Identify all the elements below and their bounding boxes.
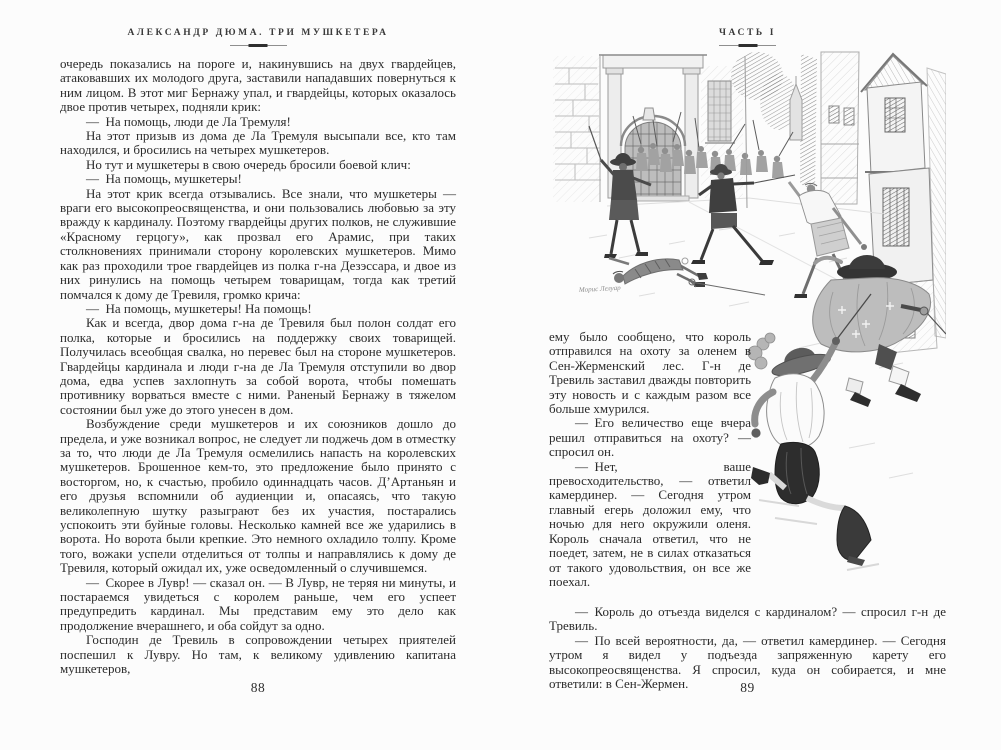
page-number-right: 89 [740, 680, 755, 695]
paragraph: Возбуждение среди мушкетеров и их союзников дошло до предела, и уже возникал вопрос, не следует ли поджечь дом в отместку за то, что люди де Ла Тремуля осмелились напасть на королевских мушкетеров. Брошенное кем-то, это предложение было принято с восторгом, но, к счастью, пробило одиннадцать часов. Д’Артаньян и его друзья вспомнили об аудиенции и, опасаясь, что такую великолепную шутку разыграют без их участия, постарались успокоить эти буйные головы. Несколько камней все же ударились в ворота. Но ворота были крепкие. Это немного охладило толпу. Кроме того, вожаки успели отделиться от толпы и направлялись к дому де Тревиля, который ожидал их, уже осведомленный о случившемся. [60, 416, 456, 576]
page-number-left: 88 [250, 680, 266, 695]
paragraph: — Нет, ваше превосходительство, — ответил камердинер. — Сегодня утром главный егерь доложил ему, что ночью для него окружили оленя. Король сначала ответил, что не поедет, затем, не в силах отказаться от такого удовольствия, он все же поехал. [549, 458, 751, 589]
paragraph: — Король до отъезда виделся с кардиналом? — спросил г-н де Тревиль. [549, 604, 946, 634]
paragraph: Но тут и мушкетеры в свою очередь бросили боевой клич: [86, 156, 411, 172]
header-rule-right [719, 45, 776, 46]
right-page-full-text [549, 605, 946, 691]
paragraph: — Его величество еще вчера решил отправиться на охоту? — спросил он. [549, 415, 751, 460]
paragraph: Как и всегда, двор дома г-на де Тревиля был полон солдат его полка, которые и бросились на поддержку своих товарищей. Получилась всеобщая свалка, но перевес был на стороне мушкетеров. Гвардейцы кардинала и люди г-на де Ла Тремуля отступили во двор дома, едва успев захлопнуть за собой ворота, чтобы помешать противнику ворваться вместе с ними. Раненый Бернажу в тяжелом состоянии был уже до этого унесен в дом. [60, 315, 456, 417]
paragraph: — Скорее в Лувр! — сказал он. — В Лувр, не теряя ни минуты, и постараемся увидеться с королем раньше, чем его успеет предупредить кардинал. Мы представим ему это дело как продолжение вчерашнего, и оба сойдут за одно. [60, 574, 456, 633]
header-rule-left [230, 45, 287, 46]
left-page-text [60, 57, 456, 676]
paragraph: На этот крик всегда отзывались. Все знали, что мушкетеры — враги его высокопреосвященства, и они пользовались любовью за эту вражду к кардиналу. Поэтому гвардейцы других полков, не служившие «Красному герцогу», как прозвал его Арамис, при таких столкновениях принимали сторону королевских мушкетеров. Мимо как раз проходили трое гвардейцев из полка г-на Дезэссара, и двое из них ринулись на помощь четырем товарищам, тогда как третий помчался к дому де Тревиля, громко крича: [60, 185, 456, 302]
paragraph: ему было сообщено, что король отправился на охоту за оленем в Сен-Жерменский лес. Г-н де Тревиль заставил дважды повторить эту новость и с каждым разом все больше хмурился. [549, 329, 751, 417]
illustration-signature: Морис Лелуар [578, 283, 621, 294]
left-page [60, 28, 456, 728]
paragraph: На этот призыв из дома де Ла Тремуля высыпали все, кто там находился, и бросились на четырех мушкетеров. [60, 128, 456, 158]
paragraph: — На помощь, мушкетеры! [86, 171, 242, 187]
paragraph: — На помощь, люди де Ла Тремуля! [86, 113, 291, 129]
stone-wall [553, 56, 601, 202]
paragraph: очередь показались на пороге и, накинувшись на двух гвардейцев, атаковавших их молодого друга, заставили нападавших повернуться к ним лицом. В этот миг Бернажу упал, и гвардейцы, которых оказалось двое против четырех, подняли крик: [60, 56, 456, 115]
paragraph: Господин де Тревиль в сопровождении четырех приятелей поспешил к Лувру. Но там, к великому удивлению капитана мушкетеров, [60, 632, 456, 677]
right-page [549, 28, 946, 728]
running-head-right: ЧАСТЬ I [718, 28, 777, 38]
paragraph: — По всей вероятности, да, — ответил камердинер. — Сегодня утром я видел у подъезда запряженную карету его высокопреосвященства. Я спросил, куда он собирается, и мне ответили: в Сен-Жермен. [549, 632, 946, 692]
paragraph: — На помощь, мушкетеры! На помощь! [86, 300, 312, 316]
right-page-column-text [549, 330, 751, 589]
running-head-left: АЛЕКСАНДР ДЮМА. ТРИ МУШКЕТЕРА [127, 28, 389, 38]
